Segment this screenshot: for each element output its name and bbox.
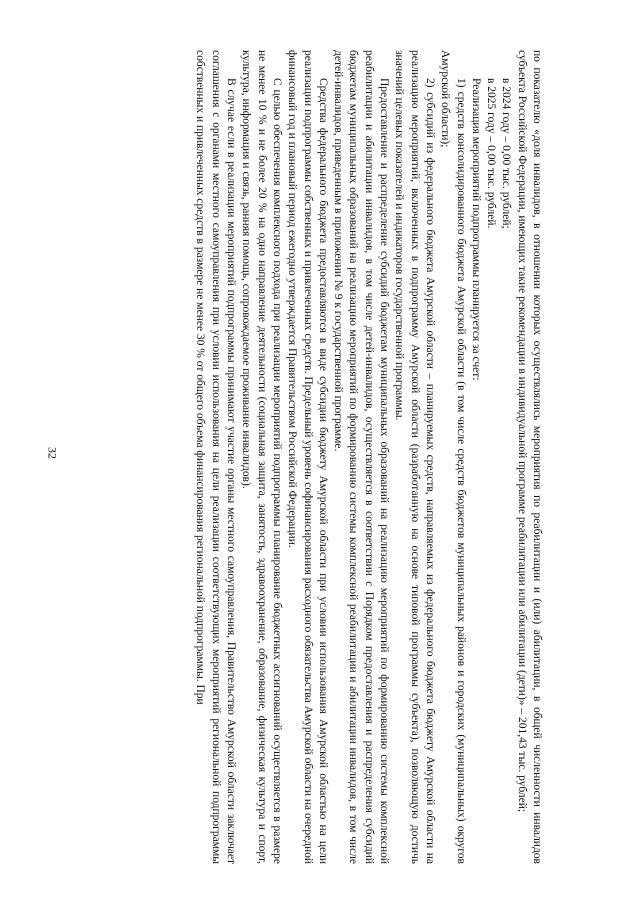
paragraph: С целью обеспечения комплексного подхода при реализации мероприятий подпрограммы планирование бюджетных ассигнований осуществляется в размере не менее 10 % и не более 20 % на одно направление деятельности (социальная защита, занятость, здравоохранение, образование, физическая культура и спорт, культура, информация и связь, ранняя помощь, сопровождаемое проживание инвалидов).: [240, 50, 283, 864]
paragraph: Предоставление и распределение субсидий бюджетам муниципальных образований на реализацию мероприятий по формированию системы комплексной реабилитации и абилитации инвалидов, в том числе детей-инвалидов, осуществляется в соответствии с Порядком предоставления и распределения субсидий бюджетам муниципальных образований на реализацию мероприятий по формированию системы комплексной реабилитации и абилитации инвалидов, в том числе детей-инвалидов, приведенным в приложении № 9 к государственной программе.: [332, 50, 391, 864]
paragraph: в 2024 году – 0,00 тыс. рублей;: [500, 78, 513, 229]
page-number: 32: [45, 447, 60, 459]
paragraph: 2) субсидий из федерального бюджета Амурской области – планируемых средств, направляемых из федерального бюджета бюджету Амурской области на реализацию мероприятий, включенных в подпрограмму Амурской области (разработанную на основе типовой программы субъекта), позволяющую достичь значений целевых показателей и индикаторов государственной программы.: [393, 50, 436, 864]
paragraph: Реализация мероприятий подпрограммы планируется за счет:: [469, 78, 482, 381]
document-body: [88, 50, 544, 864]
paragraph: В случае если в реализации мероприятий подпрограммы принимают участие органы местного самоуправления, Правительство Амурской области заключает соглашения с органами местного самоуправления при условии использования на цели реализации соответствующих мероприятий региональной подпрограммы собственных и привлеченных средств в размере не менее 30 % от общего объема финансирования региональной подпрограммы. При: [194, 50, 238, 864]
text-content: [88, 50, 544, 864]
paragraph: Средства федерального бюджета предоставляются в виде субсидии бюджету Амурской области при условии использования Амурской областью на цели реализации подпрограммы собственных и привлеченных средств. Предельный уровень софинансирования расходного обязательства Амурской области на очередной финансовый год и плановый период ежегодно утверждается Правительством Российской Федерации.: [286, 50, 329, 864]
paragraph: в 2025 году – 0,00 тыс. рублей.: [485, 78, 498, 229]
paragraph: по показателю «доля инвалидов, в отношении которых осуществлялись мероприятия по реабилитации и (или) абилитации, в общей численности инвалидов субъекта Российской Федерации, имеющих такие рекомендации в индивидуальной программе реабилитации или абилитации (дети)» – 201,43 тыс. рублей;: [515, 50, 543, 864]
paragraph: 1) средств консолидированного бюджета Амурской области (в том числе средств бюджетов муниципальных районов и городских (муниципальных) округов Амурской области);: [439, 50, 467, 864]
